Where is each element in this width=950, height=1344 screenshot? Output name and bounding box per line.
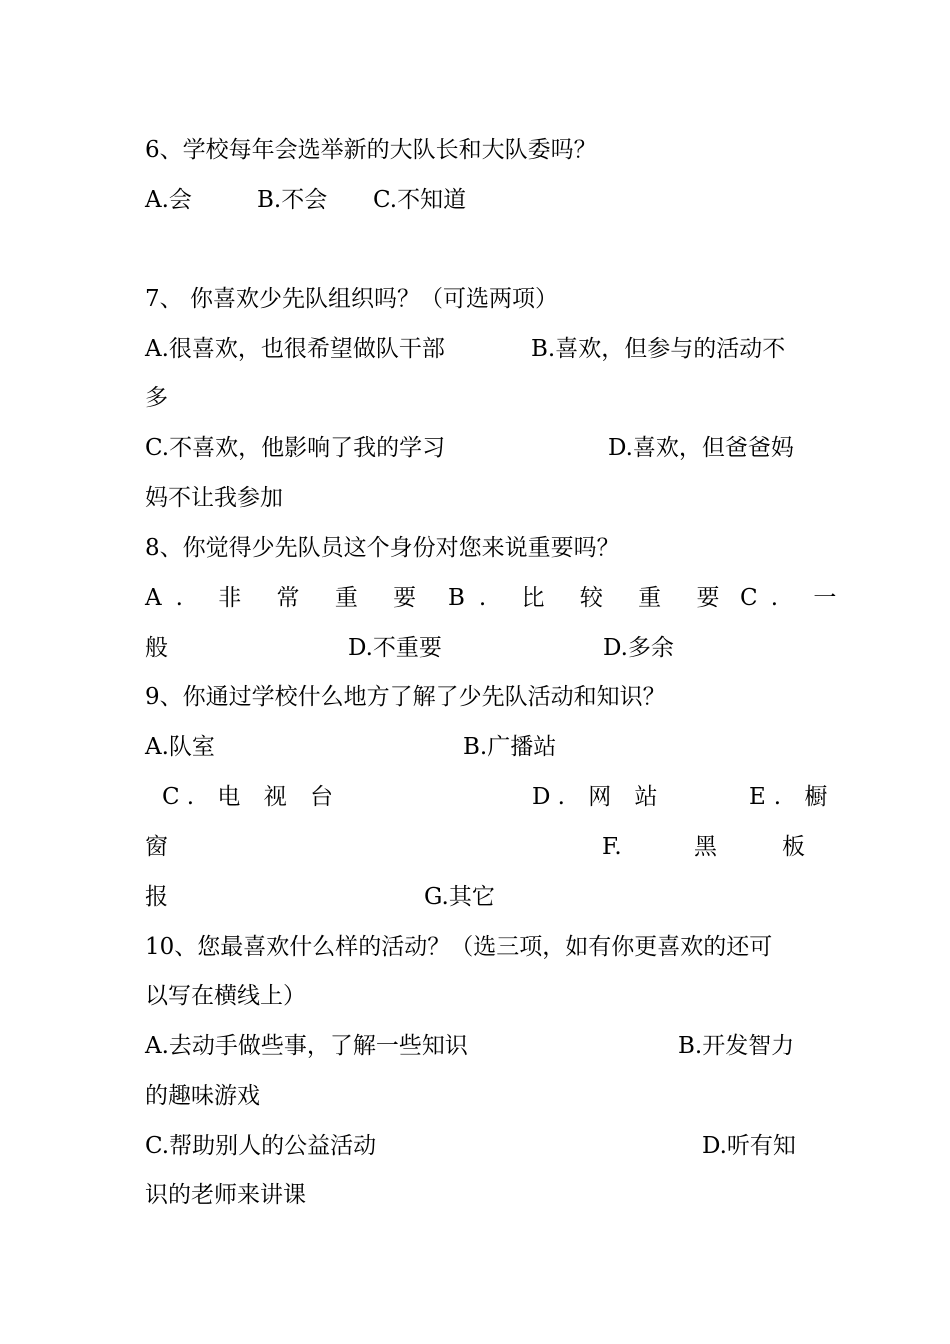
question-10-options-line-1 xyxy=(145,1026,805,1066)
option-d-continued: 妈不让我参加 xyxy=(145,485,283,511)
option-a: A.去动手做些事，了解一些知识 xyxy=(145,1033,468,1059)
question-6 xyxy=(145,130,805,170)
question-9-options-line-1 xyxy=(145,727,805,767)
option-f-text-2: 板 xyxy=(782,834,805,860)
question-9-options-line-3 xyxy=(145,827,805,867)
question-7 xyxy=(145,279,805,319)
question-10-text-2: 以写在横线上） xyxy=(145,983,306,1009)
option-b: B.不会 xyxy=(257,187,328,213)
option-c: C. 电 视 台 xyxy=(162,784,342,810)
option-c: C.不喜欢，他影响了我的学习 xyxy=(145,435,446,461)
option-a: A.很喜欢，也很希望做队干部 xyxy=(145,336,445,362)
option-a: A. 非 常 重 要 xyxy=(145,585,431,611)
question-6-options xyxy=(145,180,805,220)
option-b: B.广播站 xyxy=(463,734,557,760)
option-b: B.喜欢，但参与的活动不 xyxy=(531,336,786,362)
question-7-options-line-3 xyxy=(145,428,805,468)
option-g: G.其它 xyxy=(424,884,495,910)
option-b: B.开发智力 xyxy=(678,1033,795,1059)
question-10-line-2 xyxy=(145,976,805,1016)
question-9-options-line-4 xyxy=(145,877,805,917)
question-9-options-line-2 xyxy=(145,777,836,817)
option-f: F. xyxy=(602,834,622,860)
option-a: A.会 xyxy=(145,187,192,213)
question-10-line-1 xyxy=(145,927,805,967)
option-c: C. 一 xyxy=(740,585,851,611)
question-7-text: 7、 你喜欢少先队组织吗？（可选两项） xyxy=(145,286,558,312)
question-6-text: 6、学校每年会选举新的大队长和大队委吗？ xyxy=(145,137,597,163)
option-d: D. 网 站 xyxy=(532,784,666,810)
option-f-text-1: 黑 xyxy=(694,834,717,860)
question-7-options-line-1 xyxy=(145,329,805,369)
question-7-options-line-2 xyxy=(145,378,805,418)
question-8-options-line-1 xyxy=(145,578,851,618)
question-10-options-line-4 xyxy=(145,1175,805,1215)
question-8 xyxy=(145,528,805,568)
question-8-text: 8、你觉得少先队员这个身份对您来说重要吗？ xyxy=(145,535,620,561)
option-c: C.帮助别人的公益活动 xyxy=(145,1133,377,1159)
option-e: E. 橱 xyxy=(749,784,836,810)
question-9 xyxy=(145,677,805,717)
question-10-options-line-2 xyxy=(145,1076,805,1116)
question-8-options-line-2 xyxy=(145,628,805,668)
option-c: C.不知道 xyxy=(373,187,467,213)
option-d: D.不重要 xyxy=(348,635,442,661)
option-a: A.队室 xyxy=(145,734,215,760)
option-f-continued: 报 xyxy=(145,884,168,910)
option-c-continued: 般 xyxy=(145,635,168,661)
question-10-options-line-3 xyxy=(145,1126,805,1166)
question-9-text: 9、你通过学校什么地方了解了少先队活动和知识？ xyxy=(145,684,666,710)
option-d: D.喜欢，但爸爸妈 xyxy=(608,435,794,461)
option-b: B. 比 较 重 要 xyxy=(448,585,734,611)
option-d-extra: D.多余 xyxy=(603,635,674,661)
question-7-options-line-4 xyxy=(145,478,805,518)
option-d: D.听有知 xyxy=(702,1133,796,1159)
option-b-continued: 的趣味游戏 xyxy=(145,1083,260,1109)
option-b-continued: 多 xyxy=(145,385,168,411)
option-d-continued: 识的老师来讲课 xyxy=(145,1182,306,1208)
question-10-text-1: 10、您最喜欢什么样的活动？（选三项，如有你更喜欢的还可 xyxy=(145,934,773,960)
option-e-continued: 窗 xyxy=(145,834,168,860)
